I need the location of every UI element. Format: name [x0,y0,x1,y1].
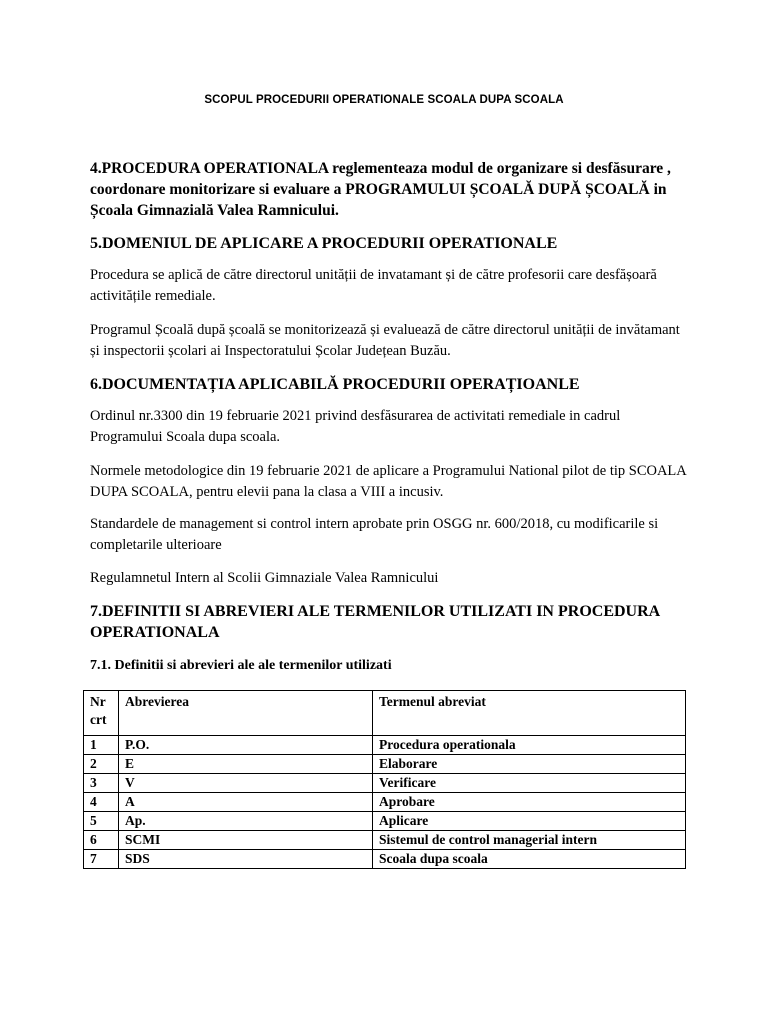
row-abbreviation: Ap. [119,812,373,831]
section-6-paragraph-1: Ordinul nr.3300 din 19 februarie 2021 privind desfăsurarea de activitati remediale in cadrul Programului Scoala dupa scoala. [90,408,621,445]
row-abbreviation: A [119,793,373,812]
section-5-paragraph-1: Procedura se aplică de către directorul unității de invatamant și de către profesorii care desfășoară activitățile remediale. [90,267,657,304]
section-6-heading: 6.DOCUMENTAȚIA APLICABILĂ PROCEDURII OPERAȚIOANLE [90,376,580,393]
row-abbreviation: V [119,774,373,793]
section-5-paragraph-2: Programul Școală după școală se monitorizează și evaluează de către directorul unității de invătamant și inspectorii școlari ai Inspectoratului Școlar Județean Buzău. [90,322,680,359]
row-term: Scoala dupa scoala [373,850,686,869]
row-number: 2 [84,755,119,774]
table-row [84,793,686,812]
table-row [84,850,686,869]
row-term: Elaborare [373,755,686,774]
section-7-heading: 7.DEFINITII SI ABREVIERI ALE TERMENILOR UTILIZATI IN PROCEDURA OPERATIONALA [90,603,660,641]
section-5-heading: 5.DOMENIUL DE APLICARE A PROCEDURII OPERATIONALE [90,235,558,252]
row-term: Procedura operationala [373,736,686,755]
row-abbreviation: E [119,755,373,774]
row-term: Aplicare [373,812,686,831]
row-abbreviation: P.O. [119,736,373,755]
section-6-paragraph-4: Regulamnetul Intern al Scolii Gimnaziale Valea Ramnicului [90,570,439,586]
header-nr-crt: Nr crt [84,691,119,736]
row-number: 4 [84,793,119,812]
row-abbreviation: SCMI [119,831,373,850]
row-number: 7 [84,850,119,869]
table-row [84,831,686,850]
table-row [84,755,686,774]
section-6-paragraph-3: Standardele de management si control intern aprobate prin OSGG nr. 600/2018, cu modificarile si completarile ulterioare [90,516,659,553]
section-7-1-subheading: 7.1. Definitii si abrevieri ale ale termenilor utilizati [90,658,392,673]
table-row [84,736,686,755]
row-term: Sistemul de control managerial intern [373,831,686,850]
header-termenul-abreviat: Termenul abreviat [373,691,686,736]
row-abbreviation: SDS [119,850,373,869]
row-number: 6 [84,831,119,850]
row-number: 3 [84,774,119,793]
row-number: 1 [84,736,119,755]
row-term: Verificare [373,774,686,793]
table-row [84,774,686,793]
table-header-row [84,691,686,736]
section-6-paragraph-2: Normele metodologice din 19 februarie 2021 de aplicare a Programului National pilot de tip SCOALA DUPA SCOALA, pentru elevii pana la clasa a VIII a incusiv. [90,463,686,500]
table-row [84,812,686,831]
abbreviations-table [83,690,686,869]
row-number: 5 [84,812,119,831]
row-term: Aprobare [373,793,686,812]
section-4-text: 4.PROCEDURA OPERATIONALA reglementeaza modul de organizare si desfăsurare , coordonare monitorizare si evaluare a PROGRAMULUI ȘCOALĂ DUPĂ ȘCOALĂ in Școala Gimnazială Valea Ramnicului. [90,160,671,219]
document-title: SCOPUL PROCEDURII OPERATIONALE SCOALA DUPA SCOALA [204,94,564,106]
header-abrevierea: Abrevierea [119,691,373,736]
